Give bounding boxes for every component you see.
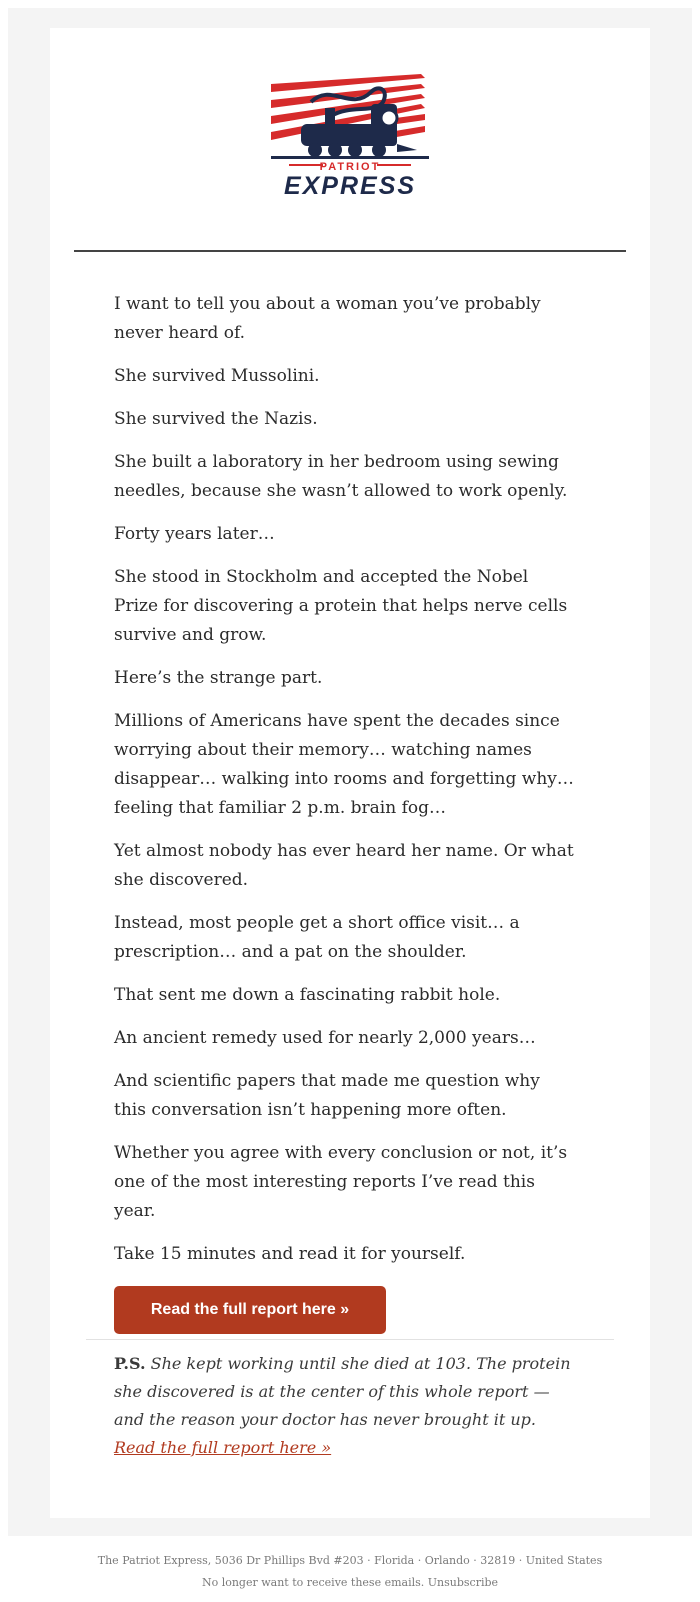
email-card bbox=[50, 28, 650, 1518]
paragraph: Millions of Americans have spent the decades since worrying about their memory… watching names disappear… walking into rooms and forgetting why… feeling that familiar 2 p.m. brain fog… bbox=[114, 711, 574, 818]
logo-text-top: PATRIOT bbox=[319, 161, 381, 173]
ps-read-report-link[interactable]: Read the full report here » bbox=[114, 1438, 332, 1457]
paragraph: She survived Mussolini. bbox=[114, 366, 320, 386]
paragraph: She built a laboratory in her bedroom using sewing needles, because she wasn’t allowed to work openly. bbox=[114, 452, 568, 501]
paragraph: Whether you agree with every conclusion or not, it’s one of the most interesting reports I’ve read this year. bbox=[114, 1143, 568, 1221]
email-body bbox=[114, 290, 574, 1283]
unsubscribe-text: No longer want to receive these emails. bbox=[201, 1576, 425, 1589]
paragraph: She stood in Stockholm and accepted the Nobel Prize for discovering a protein that helps nerve cells survive and grow. bbox=[114, 567, 568, 645]
paragraph: Take 15 minutes and read it for yourself. bbox=[114, 1244, 466, 1264]
paragraph: An ancient remedy used for nearly 2,000 years… bbox=[114, 1028, 536, 1048]
postscript bbox=[114, 1350, 574, 1462]
ps-text: She kept working until she died at 103. The protein she discovered is at the center of this whole report — and the reason your doctor has never brought it up. bbox=[114, 1354, 571, 1429]
patriot-express-logo bbox=[271, 74, 429, 196]
header-divider bbox=[74, 250, 626, 252]
paragraph: Forty years later… bbox=[114, 524, 275, 544]
paragraph: Yet almost nobody has ever heard her name. Or what she discovered. bbox=[114, 841, 574, 890]
paragraph: She survived the Nazis. bbox=[114, 409, 318, 429]
paragraph: Here’s the strange part. bbox=[114, 668, 323, 688]
logo-text-bottom: EXPRESS bbox=[283, 172, 417, 196]
footer-unsubscribe bbox=[0, 1576, 700, 1589]
paragraph: I want to tell you about a woman you’ve probably never heard of. bbox=[114, 294, 541, 343]
paragraph: And scientific papers that made me question why this conversation isn’t happening more often. bbox=[114, 1071, 540, 1120]
ps-label: P.S. bbox=[114, 1354, 146, 1373]
ps-divider bbox=[86, 1339, 614, 1340]
footer-address: The Patriot Express, 5036 Dr Phillips Bvd #203 · Florida · Orlando · 32819 · United States bbox=[97, 1554, 603, 1567]
paragraph: That sent me down a fascinating rabbit hole. bbox=[114, 985, 501, 1005]
paragraph: Instead, most people get a short office visit… a prescription… and a pat on the shoulder. bbox=[114, 913, 520, 962]
unsubscribe-link[interactable]: Unsubscribe bbox=[427, 1576, 499, 1589]
email-background bbox=[8, 8, 692, 1536]
read-report-button[interactable]: Read the full report here » bbox=[114, 1286, 386, 1334]
